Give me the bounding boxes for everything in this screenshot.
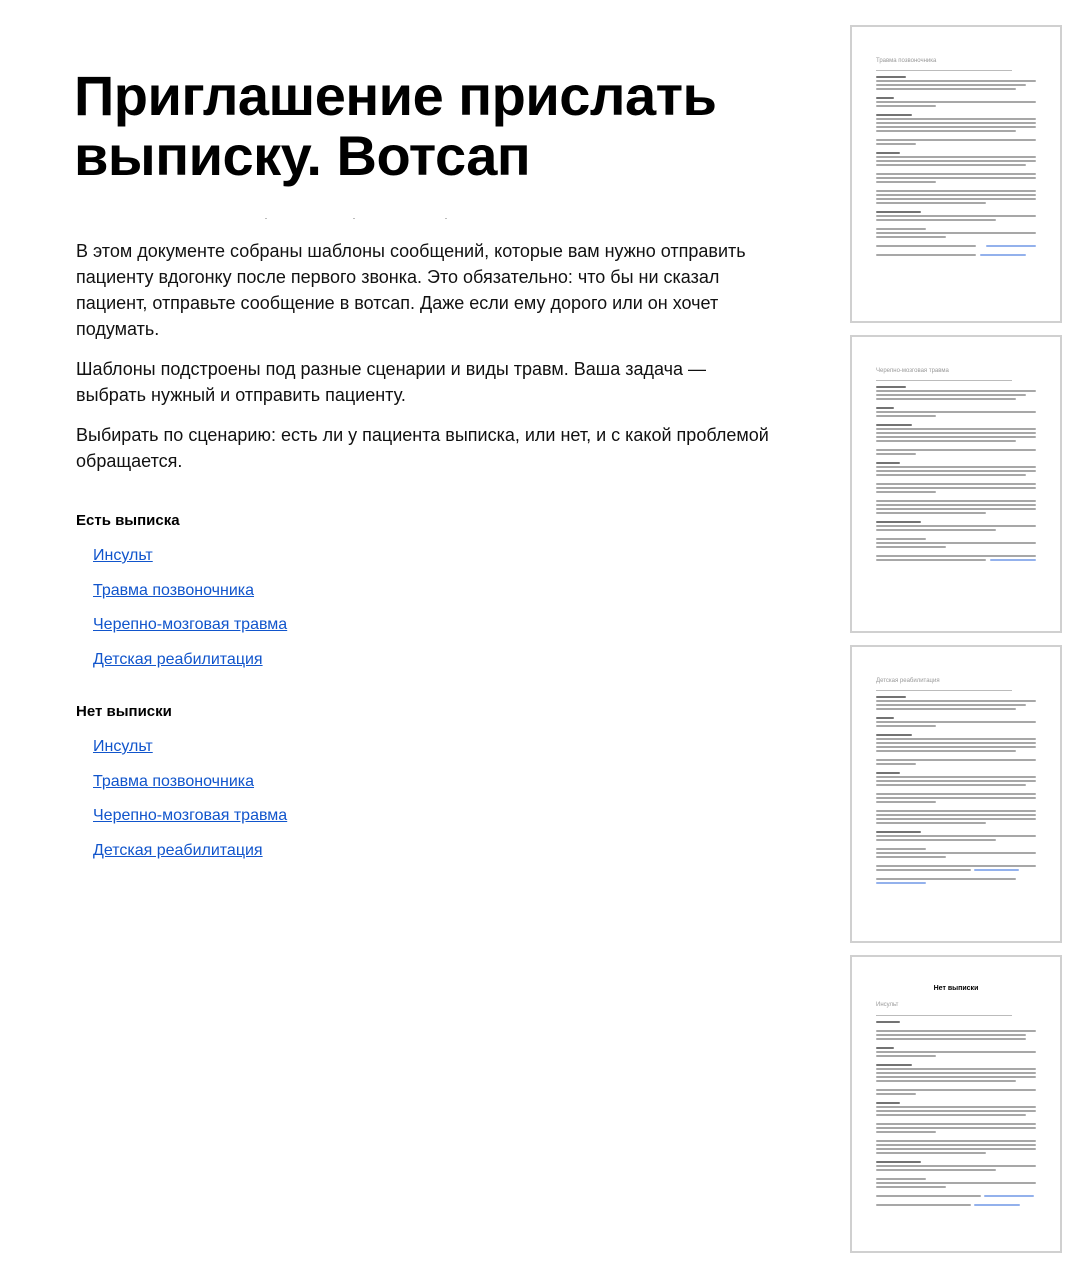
link-list — [76, 546, 476, 684]
page-thumbnail-4[interactable] — [850, 955, 1062, 1253]
link-spine-injury[interactable]: Травма позвоночника — [93, 581, 255, 599]
divider-dots — [0, 218, 500, 219]
page-thumbnail-3[interactable] — [850, 645, 1062, 943]
link-brain-injury[interactable]: Черепно-мозговая травма — [93, 616, 288, 633]
thumbnail-title: Детская реабилитация — [876, 678, 940, 684]
page-thumbnail-2[interactable] — [850, 335, 1062, 633]
section-has-discharge — [76, 511, 476, 684]
thumbnail-title: Травма позвоночника — [876, 58, 937, 64]
section-heading: Есть выписка — [76, 512, 180, 529]
thumbnail-text-lines — [876, 76, 1036, 258]
thumbnail-text-lines — [876, 696, 1036, 886]
link-list — [76, 737, 476, 875]
intro-paragraph: Шаблоны подстроены под разные сценарии и виды травм. Ваша задача — выбрать нужный и отправить пациенту. — [76, 359, 706, 405]
thumbnail-text-lines — [876, 386, 1036, 563]
link-brain-injury[interactable]: Черепно-мозговая травма — [93, 807, 288, 824]
intro-paragraph: Выбирать по сценарию: есть ли у пациента выписка, или нет, и с какой проблемой обращается. — [76, 425, 769, 471]
thumbnail-heading: Нет выписки — [933, 985, 979, 992]
intro-paragraph: В этом документе собраны шаблоны сообщений, которые вам нужно отправить пациенту вдогонку после первого звонка. Это обязательно: что бы ни сказал пациент, отправьте сообщение в вотсап. Даже если ему дорого или он хочет подумать. — [76, 241, 746, 339]
page-title: Приглашение прислать выписку. Вотсап — [74, 64, 717, 187]
section-no-discharge — [76, 702, 476, 875]
thumbnail-text-lines — [876, 1021, 1036, 1208]
link-child-rehab[interactable]: Детская реабилитация — [93, 650, 263, 668]
intro-text — [76, 238, 776, 488]
section-heading: Нет выписки — [76, 703, 172, 720]
thumbnail-title: Черепно-мозговая травма — [876, 368, 949, 374]
page-thumbnail-1[interactable] — [850, 25, 1062, 323]
thumbnail-title: Инсульт — [876, 1002, 899, 1008]
link-spine-injury[interactable]: Травма позвоночника — [93, 772, 255, 790]
link-stroke[interactable]: Инсульт — [93, 547, 153, 564]
link-stroke[interactable]: Инсульт — [93, 738, 153, 755]
link-child-rehab[interactable]: Детская реабилитация — [93, 841, 263, 859]
